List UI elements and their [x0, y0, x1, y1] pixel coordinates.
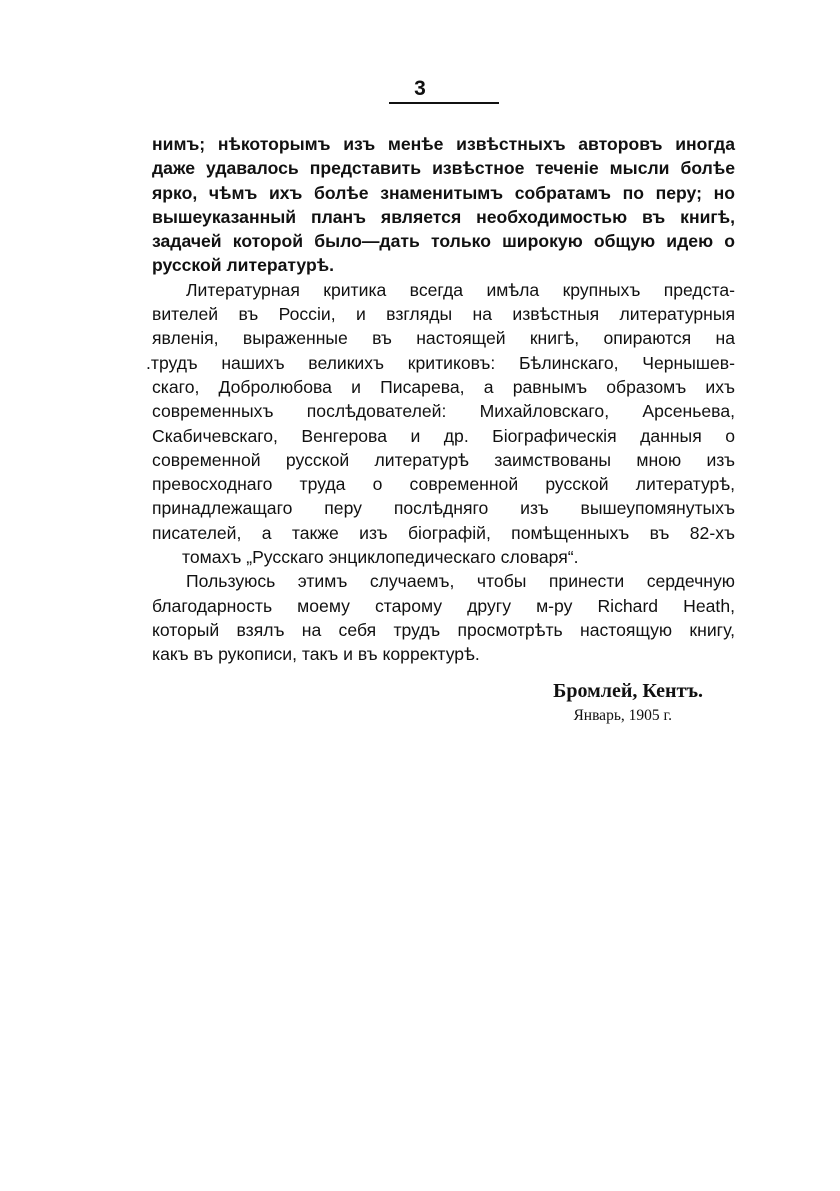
paragraph-1-line: задачей которой было—дать только широкую общую идею о — [152, 231, 735, 252]
signature-date: Январь, 1905 г. — [573, 707, 672, 724]
paragraph-2-line: современныхъ послѣдователей: Михайловскаго, Арсеньева, — [152, 401, 735, 422]
paragraph-3-line: который взялъ на себя трудъ просмотрѣть настоящую книгу, — [152, 619, 735, 640]
paragraph-2-line: томахъ „Русскаго энциклопедическаго словаря“. — [182, 547, 579, 568]
paragraph-2-line: .трудъ нашихъ великихъ критиковъ: Бѣлинскаго, Чернышев- — [146, 352, 735, 373]
signature-place: Бромлей, Кентъ. — [553, 680, 703, 702]
paragraph-2-line: превосходнаго труда о современной русской литературѣ, — [152, 474, 735, 495]
paragraph-2-line: Скабичевскаго, Венгерова и др. Біографическія данныя о — [152, 425, 735, 446]
paragraph-2-line: явленія, выраженные въ настоящей книгѣ, опираются на — [152, 328, 735, 349]
paragraph-1-line: русской литературѣ. — [152, 255, 334, 276]
paragraph-2-line: писателей, а также изъ біографій, помѣщенныхъ въ 82-хъ — [152, 522, 735, 543]
paragraph-1-line: даже удавалось представить извѣстное теченіе мысли болѣе — [152, 158, 735, 179]
paragraph-2-line: Литературная критика всегда имѣла крупныхъ предста- — [186, 279, 735, 300]
paragraph-3-line: Пользуюсь этимъ случаемъ, чтобы принести сердечную — [186, 571, 735, 592]
paragraph-3-line: какъ въ рукописи, такъ и въ корректурѣ. — [152, 644, 480, 665]
paragraph-1-line: ярко, чѣмъ ихъ болѣе знаменитымъ собратамъ по перу; но — [152, 182, 735, 203]
paragraph-2-line: современной русской литературѣ заимствованы мною изъ — [152, 449, 735, 470]
paragraph-1-line: нимъ; нѣкоторымъ изъ менѣе извѣстныхъ авторовъ иногда — [152, 134, 735, 154]
paragraph-2-line: принадлежащаго перу послѣдняго изъ вышеупомянутыхъ — [152, 498, 735, 519]
paragraph-2-line: скаго, Добролюбова и Писарева, а равнымъ образомъ ихъ — [152, 376, 735, 397]
page-number-rule — [389, 102, 499, 104]
paragraph-1-line: вышеуказанный планъ является необходимостью въ книгѣ, — [152, 206, 735, 227]
page-number: 3 — [414, 77, 426, 100]
paragraph-3-line: благодарность моему старому другу м-ру Richard Heath, — [152, 595, 735, 616]
body-text — [146, 132, 735, 667]
paragraph-2-line: вителей въ Россіи, и взгляды на извѣстныя литературныя — [152, 304, 735, 325]
